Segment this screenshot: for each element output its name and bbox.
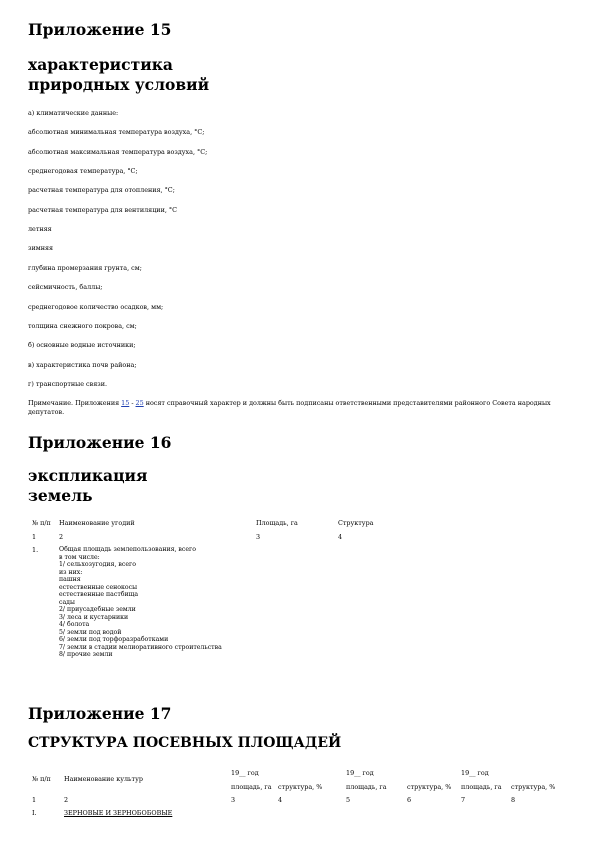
appendix-15-link[interactable]: 15 [121, 399, 130, 407]
year-1-header: 19__ год [231, 769, 259, 777]
abs-min-temp-line: абсолютная минимальная температура воздуха, °С; [28, 128, 205, 136]
seismicity-line: сейсмичность, баллы; [28, 283, 103, 291]
crops-col-num-2: 2 [64, 796, 69, 804]
year-3-area-header: площадь, га [461, 783, 502, 791]
transport-line: г) транспортные связи. [28, 380, 108, 388]
crops-col-num-6: 6 [407, 796, 412, 804]
crops-col-num-3: 3 [231, 796, 236, 804]
water-sources-line: б) основные водные источники; [28, 341, 136, 349]
land-item: сады [59, 598, 75, 606]
appendix-16-heading: Приложение 16 [28, 433, 172, 452]
avg-temp-line: среднегодовая температура, °С; [28, 167, 138, 175]
heating-temp-line: расчетная температура для отопления, °С; [28, 186, 175, 194]
appendix-15-heading: Приложение 15 [28, 20, 172, 39]
soils-line: в) характеристика почв района; [28, 361, 137, 369]
note-dash: - [129, 399, 136, 407]
ventilation-temp-line: расчетная температура для вентиляции, °С [28, 206, 177, 214]
crops-row-1-number: I. [32, 809, 37, 817]
land-row-items [59, 546, 222, 659]
year-2-area-header: площадь, га [346, 783, 387, 791]
appendix-16-title-line1: экспликация [28, 466, 148, 485]
year-1-structure-header: структура, % [278, 783, 323, 791]
land-item: из них: [59, 568, 83, 576]
appendix-15-title-line1: характеристика [28, 55, 173, 74]
land-item: 7/ земли в стадии мелиоративного строительства [59, 643, 222, 651]
appendix-17-heading: Приложение 17 [28, 704, 172, 723]
land-item: 8/ прочие земли [59, 651, 113, 658]
precipitation-line: среднегодовое количество осадков, мм; [28, 303, 164, 311]
land-item: 5/ земли под водой [59, 628, 122, 636]
frost-depth-line: глубина промерзания грунта, см; [28, 264, 142, 272]
crops-row-1-label: ЗЕРНОВЫЕ И ЗЕРНОБОБОВЫЕ [64, 809, 173, 817]
land-col-num-3: 3 [256, 533, 261, 541]
land-item: 4/ болота [59, 621, 90, 628]
crops-col-num-header: № п/п [32, 775, 51, 783]
appendix-15-title-line2: природных условий [28, 75, 210, 94]
crops-col-num-1: 1 [32, 796, 37, 804]
land-item: 1/ сельхозугодия, всего [59, 561, 136, 568]
year-2-structure-header: структура, % [407, 783, 452, 791]
crops-col-num-4: 4 [278, 796, 283, 804]
land-col-num-1: 1 [32, 533, 37, 541]
land-row-number: 1. [32, 546, 39, 554]
note-prefix: Примечание. Приложения [28, 399, 122, 407]
crops-col-num-8: 8 [511, 796, 516, 804]
year-1-area-header: площадь, га [231, 783, 272, 791]
appendix-16-title-line2: земель [28, 486, 93, 505]
land-item: естественные пастбища [59, 591, 139, 598]
snow-cover-line: толщина снежного покрова, см; [28, 322, 137, 330]
crops-col-num-7: 7 [461, 796, 466, 804]
crops-col-name-header: Наименование культур [64, 775, 143, 783]
note-paragraph [28, 399, 573, 417]
winter-line: зимняя [28, 244, 54, 252]
land-col-area-header: Площадь, га [256, 519, 298, 527]
appendix-25-link[interactable]: 25 [135, 399, 144, 407]
land-item: Общая площадь землепользования, всего [59, 546, 197, 553]
climate-data-line: а) климатические данные: [28, 109, 119, 117]
appendix-17-title: СТРУКТУРА ПОСЕВНЫХ ПЛОЩАДЕЙ [28, 735, 342, 751]
year-3-header: 19__ год [461, 769, 489, 777]
crops-col-num-5: 5 [346, 796, 351, 804]
summer-line: летняя [28, 225, 52, 233]
land-col-structure-header: Структура [338, 519, 374, 527]
land-col-num-header: № п/п [32, 519, 51, 527]
year-2-header: 19__ год [346, 769, 374, 777]
land-item: 3/ леса и кустарники [59, 613, 129, 621]
land-item: 2/ приусадебные земли [59, 606, 136, 613]
land-col-num-2: 2 [59, 533, 64, 541]
land-item: в том числе: [59, 553, 100, 561]
land-item: 6/ земли под торфоразработками [59, 636, 169, 643]
abs-max-temp-line: абсолютная максимальная температура воздуха, °С; [28, 148, 208, 156]
land-col-name-header: Наименование угодий [59, 519, 135, 527]
land-col-num-4: 4 [338, 533, 343, 541]
land-item: естественные сенокосы [59, 583, 138, 591]
note-suffix: носят справочный характер и должны быть подписаны ответственными представителями районного Совета народных депутатов. [28, 399, 551, 416]
land-item: пашня [59, 576, 81, 583]
year-3-structure-header: структура, % [511, 783, 556, 791]
